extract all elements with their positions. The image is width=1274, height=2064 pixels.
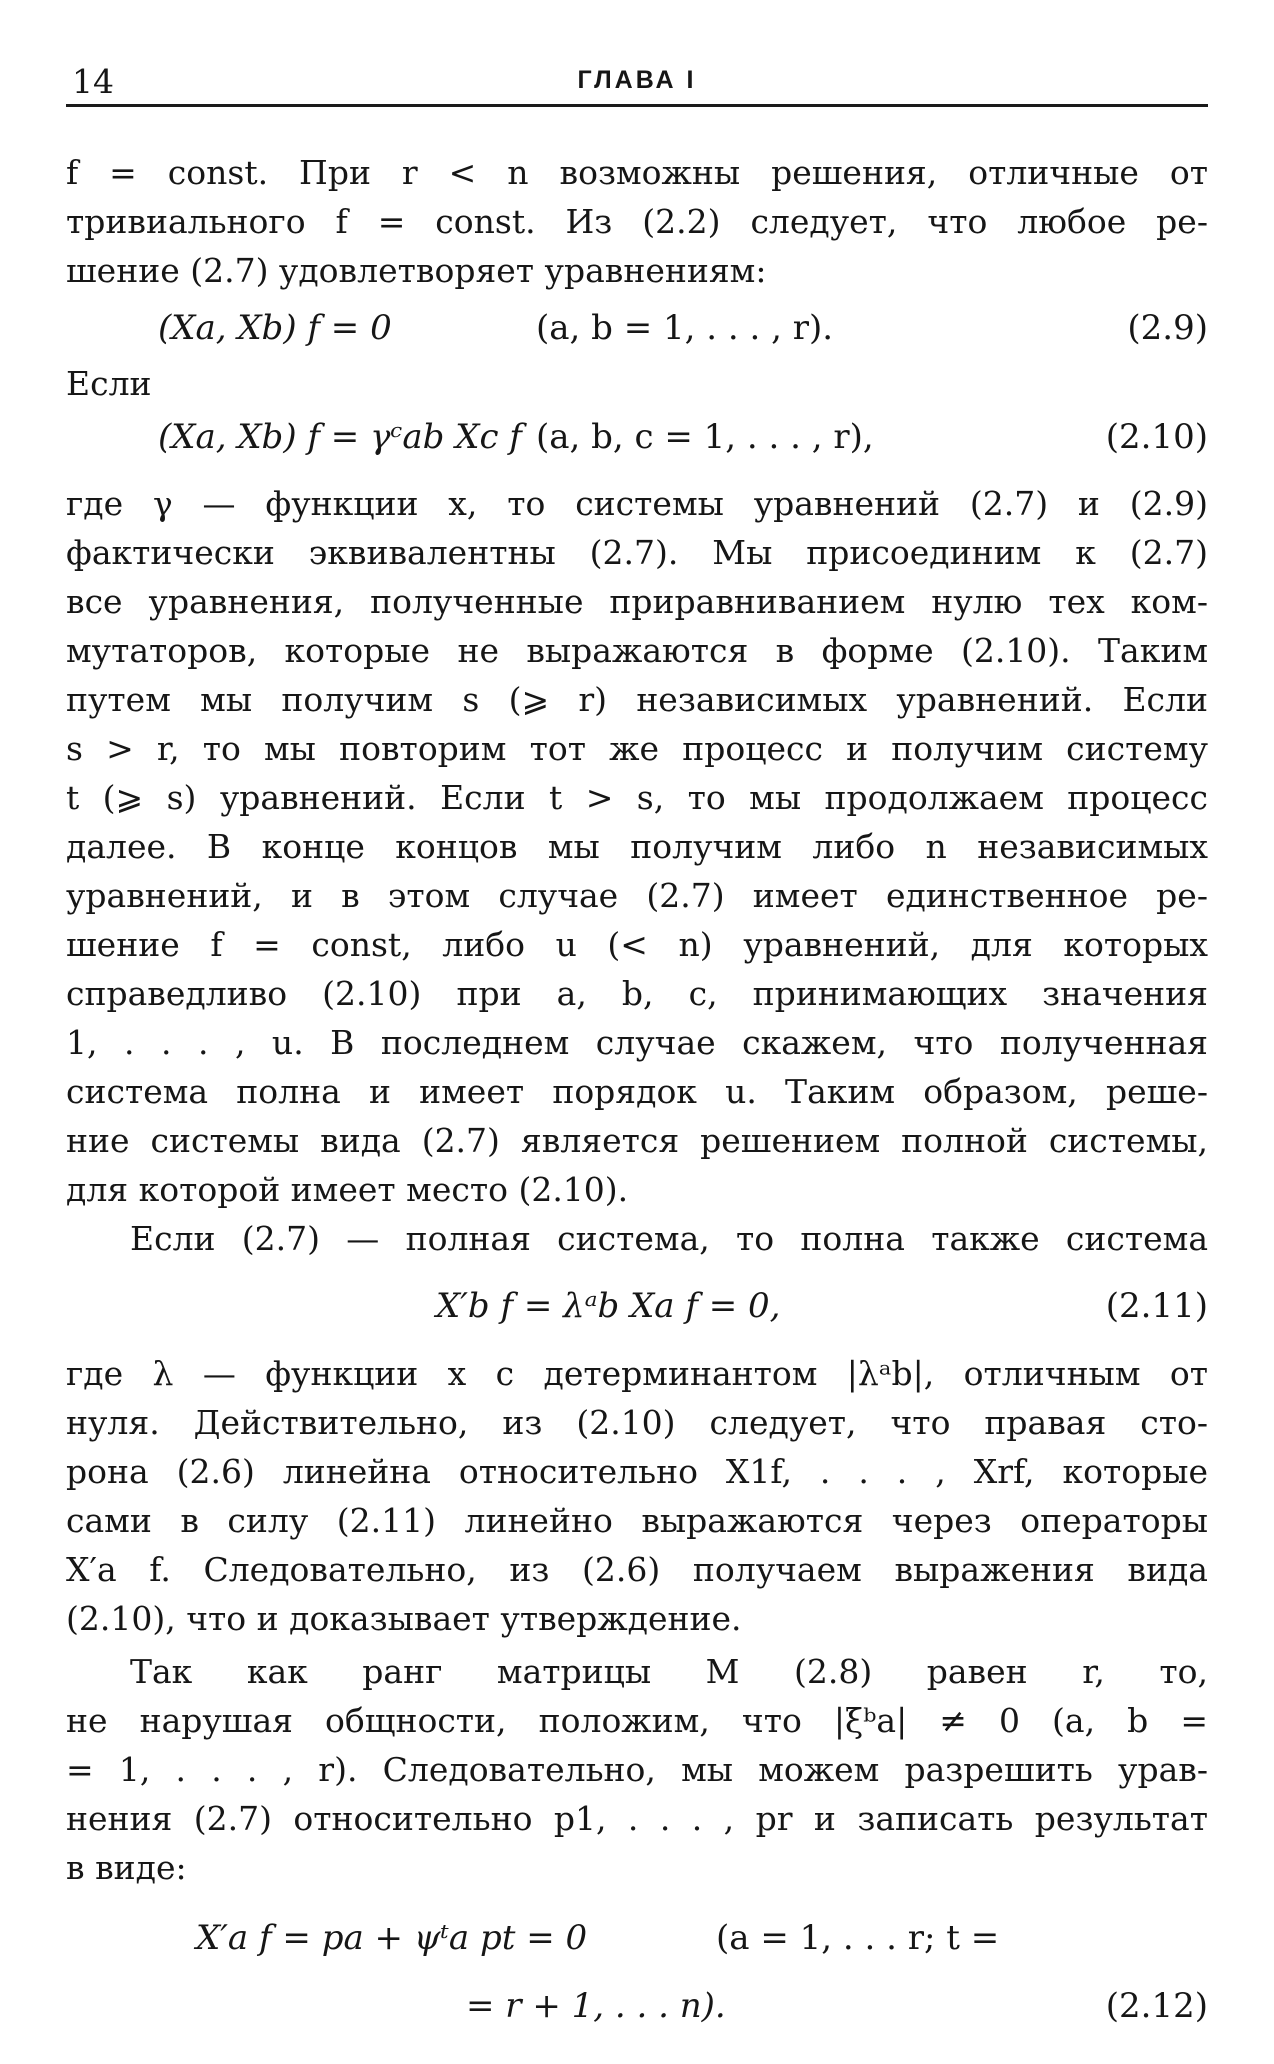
equation-2-10	[66, 407, 1208, 467]
text-line: мутаторов, которые не выражаются в форме (2.10). Таким	[66, 631, 1208, 670]
equation-formula: (Xa, Xb) f = γᶜab Xc f	[158, 417, 522, 457]
text-line: где γ — функции x, то системы уравнений (2.7) и (2.9)	[66, 484, 1208, 523]
paragraph-2	[66, 479, 1208, 1214]
text-line: t (⩾ s) уравнений. Если t > s, то мы продолжаем процесс	[66, 778, 1208, 817]
page-header	[66, 58, 1208, 107]
page-body	[66, 148, 1208, 2036]
equation-formula: (Xa, Xb) f = 0	[158, 308, 392, 348]
running-title: ГЛАВА I	[577, 66, 697, 94]
text-line: в виде:	[66, 1848, 187, 1887]
text-line: справедливо (2.10) при a, b, c, принимающих значения	[66, 974, 1208, 1013]
text-line: s > r, то мы повторим тот же процесс и получим систему	[66, 729, 1208, 768]
text-line: тривиального f = const. Из (2.2) следует, что любое ре-	[66, 202, 1208, 241]
equation-formula: X′b f = λᵃb Xa f = 0,	[436, 1286, 781, 1326]
equation-number: (2.11)	[1105, 1286, 1208, 1326]
text-line: рона (2.6) линейна относительно X1f, . . . , Xrf, которые	[66, 1452, 1208, 1491]
paragraph-1	[66, 148, 1208, 295]
equation-condition: (a, b, c = 1, . . . , r),	[536, 417, 874, 457]
equation-continuation: = r + 1, . . . n).	[466, 1986, 726, 2026]
text-line: сами в силу (2.11) линейно выражаются через операторы	[66, 1501, 1208, 1540]
text-line: (2.10), что и доказывает утверждение.	[66, 1599, 742, 1638]
page-number: 14	[72, 62, 114, 101]
paragraph-5	[66, 1647, 1208, 1892]
equation-number: (2.12)	[1105, 1986, 1208, 2026]
text-line: 1, . . . , u. В последнем случае скажем, что полученная	[66, 1023, 1208, 1062]
text-line: все уравнения, полученные приравниванием нулю тех ком-	[66, 582, 1208, 621]
equation-2-12	[66, 1900, 1208, 1976]
equation-condition: (a = 1, . . . r; t =	[716, 1918, 1000, 1958]
text-line: шение f = const, либо u (< n) уравнений, для которых	[66, 925, 1208, 964]
paragraph-4	[66, 1349, 1208, 1643]
text-line: X′a f. Следовательно, из (2.6) получаем выражения вида	[66, 1550, 1208, 1589]
equation-number: (2.10)	[1105, 417, 1208, 457]
equation-condition: (a, b = 1, . . . , r).	[536, 308, 834, 348]
text-line: система полна и имеет порядок u. Таким образом, реше-	[66, 1072, 1208, 1111]
equation-2-12-continuation	[66, 1976, 1208, 2036]
text-line: Так как ранг матрицы M (2.8) равен r, то,	[130, 1652, 1208, 1691]
text-line: путем мы получим s (⩾ r) независимых уравнений. Если	[66, 680, 1208, 719]
text-line: фактически эквивалентны (2.7). Мы присоединим к (2.7)	[66, 533, 1208, 572]
text-line: нения (2.7) относительно p1, . . . , pr и записать результат	[66, 1799, 1208, 1838]
text-line: = 1, . . . , r). Следовательно, мы можем разрешить урав-	[66, 1750, 1208, 1789]
text-line: уравнений, и в этом случае (2.7) имеет единственное ре-	[66, 876, 1208, 915]
text-line: Если (2.7) — полная система, то полна также система	[130, 1219, 1208, 1258]
text-line: далее. В конце концов мы получим либо n независимых	[66, 827, 1208, 866]
equation-formula: X′a f = pa + ψᵗa pt = 0	[196, 1918, 588, 1958]
text-line: где λ — функции x с детерминантом |λᵃb|, отличным от	[66, 1354, 1208, 1393]
equation-2-9	[66, 295, 1208, 361]
text-line: f = const. При r < n возможны решения, отличные от	[66, 153, 1208, 192]
text-line: ние системы вида (2.7) является решением полной системы,	[66, 1121, 1208, 1160]
text-line: для которой имеет место (2.10).	[66, 1170, 629, 1209]
text-line: нуля. Действительно, из (2.10) следует, что правая сто-	[66, 1403, 1208, 1442]
text-line: шение (2.7) удовлетворяет уравнениям:	[66, 251, 767, 290]
text-line: Если	[66, 364, 152, 403]
equation-number: (2.9)	[1127, 308, 1208, 348]
text-line: не нарушая общности, положим, что |ξᵇa| ≠ 0 (a, b =	[66, 1701, 1208, 1740]
equation-2-11	[66, 1263, 1208, 1349]
